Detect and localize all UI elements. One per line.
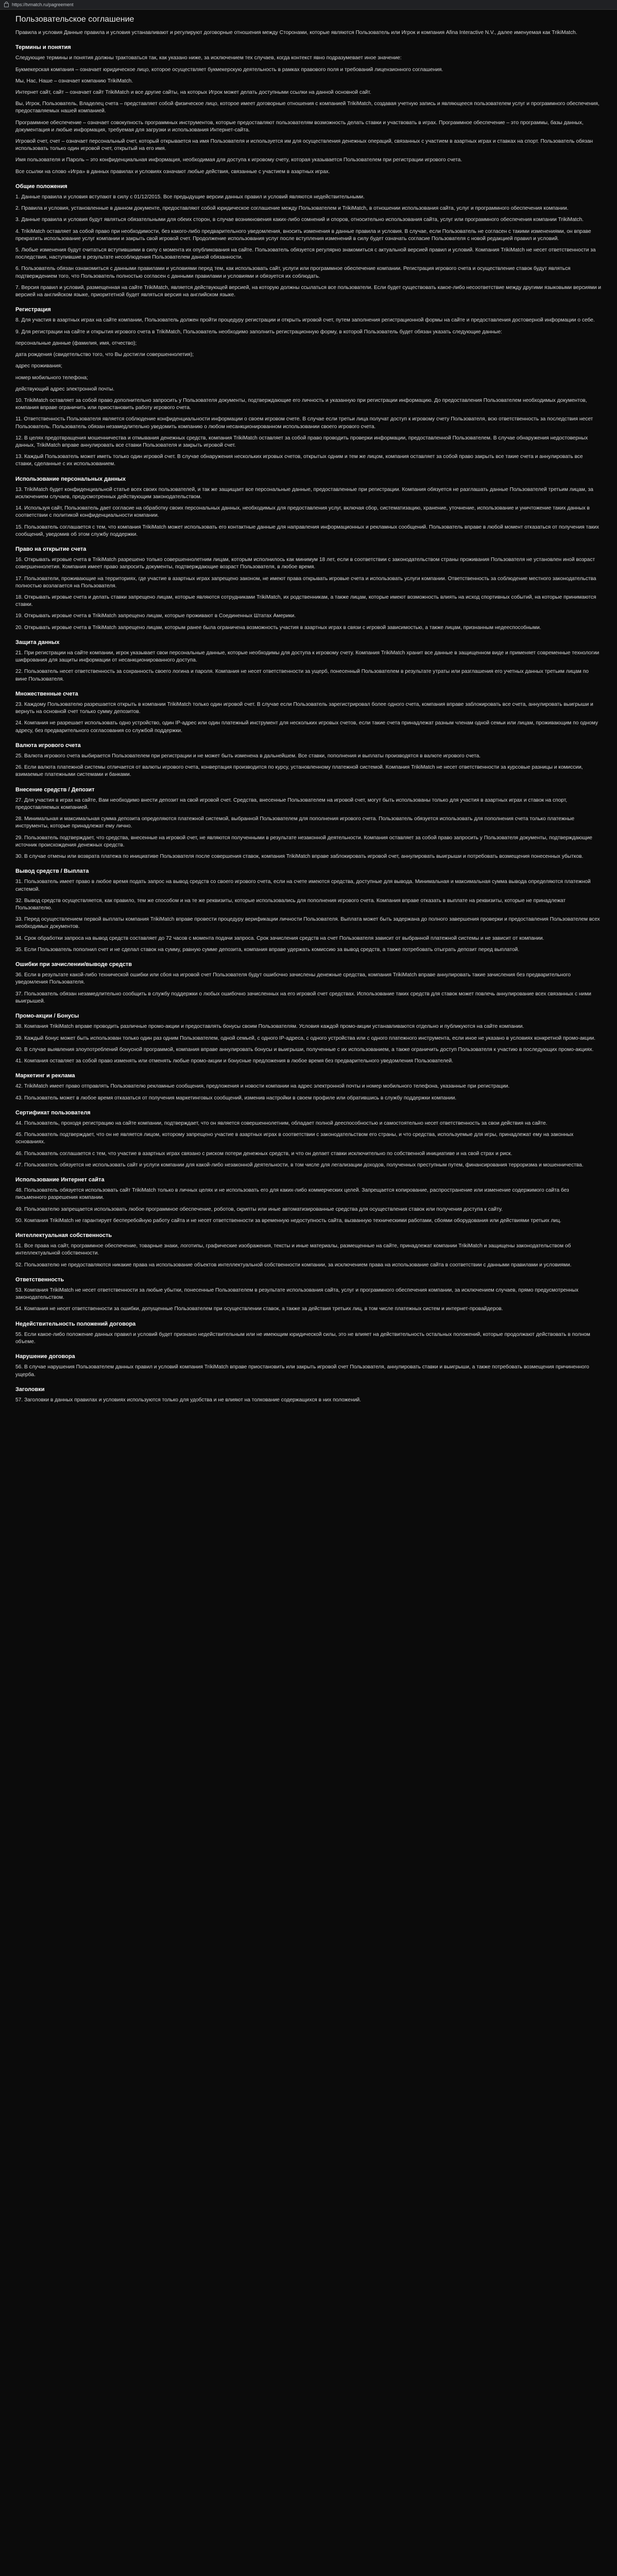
section-paragraph: Вы, Игрок, Пользователь, Владелец счета – представляет собой физическое лицо, которое имеет договорные отношения с компанией TrikiMatch, создавая учетную запись и являющееся пользователем услуг и программного обеспечения, предоставляемых нашей компанией. [15, 101, 599, 114]
section-paragraph: 31. Пользователь имеет право в любое время подать запрос на вывод средств со своего игрового счета, если на счете имеются средства, доступные для вывода. Минимальная и максимальная сумма вывода определяются платежной системой. [15, 879, 591, 892]
section-heading: Защита данных [15, 639, 60, 646]
section-paragraph: Программное обеспечение – означает совокупность программных инструментов, которые предоставляют пользователям возможность делать ставки и участвовать в играх. Программное обеспечение – это программы, базы данных, документация и любые информация, требуемая для загрузки и использования Интернет-сайта. [15, 120, 584, 133]
section-paragraph: персональные данные (фамилия, имя, отчество); [15, 340, 137, 346]
section-heading: Промо-акции / Бонусы [15, 1013, 79, 1020]
section-paragraph: 53. Компания TrikiMatch не несет ответственности за любые убытки, понесенные Пользователем в результате использования сайта, услуг и программного обеспечения компании, за исключением случаев, прямо предусмотренных законодательством. [15, 1287, 579, 1301]
section-paragraph: 51. Все права на сайт, программное обеспечение, товарные знаки, логотипы, графические изображения, тексты и иные материалы, размещенные на сайте, принадлежат компании TrikiMatch и защищены законодательством об интеллектуальной собственности. [15, 1243, 571, 1257]
section-paragraph: Имя пользователя и Пароль – это конфиденциальная информация, необходимая для доступа к игровому счету, которая указывается Пользователем при регистрации игрового счета. [15, 157, 462, 163]
section-paragraph: 17. Пользователи, проживающие на территориях, где участие в азартных играх запрещено законом, не имеют права открывать игровые счета и использовать услуги компании. Ответственность за соблюдение местного законодательства полностью возлагается на Пользователя. [15, 575, 596, 589]
section-paragraph: 45. Пользователь подтверждает, что он не является лицом, которому запрещено участие в азартных играх в соответствии с законодательством его страны, и что средства, используемые для игры, принадлежат ему на законных основаниях. [15, 1132, 574, 1145]
section-paragraph: 18. Открывать игровые счета и делать ставки запрещено лицам, которые являются сотрудниками TrikiMatch, их родственникам, а также лицам, которые имеют возможность влиять на исход спортивных событий, на которые принимаются ставки. [15, 594, 596, 608]
section-heading: Вывод средств / Выплата [15, 868, 89, 875]
section-paragraph: 43. Пользователь может в любое время отказаться от получения маркетинговых сообщений, изменив настройки в своем профиле или обратившись в службу поддержки компании. [15, 1095, 457, 1101]
section-heading: Право на открытие счета [15, 546, 87, 552]
section-paragraph: 22. Пользователь несет ответственность за сохранность своего логина и пароля. Компания не несет ответственности за ущерб, понесенный Пользователем в результате утраты или разглашения его учетных данных третьим лицам по вине Пользователя. [15, 669, 589, 682]
section-paragraph: 29. Пользователь подтверждает, что средства, внесенные на игровой счет, не являются полученными в результате незаконной деятельности. Компания оставляет за собой право запросить у Пользователя документы, подтверждающие источник происхождения денежных средств. [15, 835, 592, 848]
section-paragraph: 32. Вывод средств осуществляется, как правило, тем же способом и на те же реквизиты, которые использовались для пополнения игрового счета. Компания вправе отказать в выплате на реквизиты, которые не принадлежат Пользователю. [15, 897, 566, 911]
section-paragraph: 20. Открывать игровые счета в TrikiMatch запрещено лицам, которым ранее была ограничена возможность участия в азартных играх в связи с игровой зависимостью, а также лицам, признанным недееспособными. [15, 624, 541, 631]
section-paragraph: 56. В случае нарушения Пользователем данных правил и условий компания TrikiMatch вправе приостановить или закрыть игровой счет Пользователя, аннулировать ставки и выигрыши, а также потребовать возмещения причиненного ущерба. [15, 1364, 589, 1378]
section-paragraph: 25. Валюта игрового счета выбирается Пользователем при регистрации и не может быть изменена в дальнейшем. Все ставки, пополнения и выплаты производятся в валюте игрового счета. [15, 753, 481, 759]
section-paragraph: 4. TrikiMatch оставляет за собой право при необходимости, без какого-либо предварительного уведомления, вносить изменения в данные правила и условия. В случае, если Пользователь не согласен с такими изменениями, он вправе прекратить использование услуг компании и закрыть свой игровой счет. Продолжение использования услуг после вступления изменений в силу будет означать согласие Пользователя с новой редакцией правил и условий. [15, 228, 591, 242]
section-paragraph: 5. Любые изменения будут считаться вступившими в силу с момента их опубликования на сайте. Пользователь обязуется регулярно знакомиться с актуальной версией правил и условий. Компания TrikiMatch не несет ответственности за последствия, наступившие в результате несоблюдения Пользователем данной обязанности. [15, 247, 596, 261]
section-heading: Общие положения [15, 183, 67, 190]
section-paragraph: 40. В случае выявления злоупотреблений бонусной программой, компания вправе аннулировать бонусы и выигрыши, полученные с их использованием, а также ограничить доступ Пользователя к участию в последующих промо-акциях. [15, 1046, 594, 1053]
section-paragraph: 38. Компания TrikiMatch вправе проводить различные промо-акции и предоставлять бонусы своим Пользователям. Условия каждой промо-акции устанавливаются отдельно и публикуются на сайте компании. [15, 1024, 524, 1030]
section-paragraph: 28. Минимальная и максимальная сумма депозита определяются платежной системой, выбранной Пользователем для пополнения игрового счета. Пользователь обязуется использовать для пополнения счета только платежные инструменты, которые принадлежат ему лично. [15, 816, 575, 829]
section-heading: Использование персональных данных [15, 476, 126, 482]
section-paragraph: 11. Ответственность Пользователя является соблюдение конфиденциальности информации о своем игровом счете. В случае если третьи лица получат доступ к игровому счету Пользователя, всю ответственность за последствия несет Пользователь. Пользователь обязан незамедлительно уведомить компанию о любом несанкционированном использовании своего игрового счета. [15, 416, 593, 430]
section-heading: Регистрация [15, 307, 51, 313]
section-heading: Термины и понятия [15, 44, 71, 51]
section-heading: Недействительность положений договора [15, 1320, 136, 1327]
section-paragraph: адрес проживания; [15, 363, 62, 369]
section-heading: Маркетинг и реклама [15, 1073, 75, 1079]
browser-address-bar[interactable] [0, 0, 617, 10]
section-heading: Использование Интернет сайта [15, 1176, 105, 1183]
address-url[interactable]: https://tvmatch.ru/pagreement [12, 2, 74, 7]
agreement-content [15, 29, 602, 1404]
section-paragraph: номер мобильного телефона; [15, 375, 88, 381]
section-paragraph: действующий адрес электронной почты. [15, 386, 115, 392]
section-paragraph: 19. Открывать игровые счета в TrikiMatch запрещено лицам, которые проживают в Соединенных Штатах Америки. [15, 613, 296, 619]
section-paragraph: 33. Перед осуществлением первой выплаты компания TrikiMatch вправе провести процедуру верификации личности Пользователя. Выплата может быть задержана до полного завершения проверки и предоставления Пользователем всех необходимых документов. [15, 917, 600, 930]
section-heading: Интеллектуальная собственность [15, 1232, 112, 1239]
section-paragraph: Следующие термины и понятия должны трактоваться так, как указано ниже, за исключением тех случаев, когда контекст явно подразумевает иное значение: [15, 55, 402, 61]
section-paragraph: 21. При регистрации на сайте компании, игрок указывает свои персональные данные, которые необходимы для доступа к игровому счету. Компания TrikiMatch хранит все данные в защищенном виде и применяет современные технологии шифрования для защиты информации от несанкционированного доступа. [15, 650, 599, 664]
page [0, 10, 617, 2576]
section-paragraph: 7. Версия правил и условий, размещенная на сайте TrikiMatch, является действующей версией, на которую должны ссылаться все пользователи. Если будет существовать какое-либо несоответствие между другими языковыми версиями и версией на английском языке, приоритетной будет являться версия на английском языке. [15, 284, 602, 298]
section-heading: Заголовки [15, 1386, 45, 1393]
section-heading: Ответственность [15, 1276, 64, 1283]
section-heading: Множественные счета [15, 690, 78, 697]
section-paragraph: 39. Каждый бонус может быть использован только один раз одним Пользователем, одной семьей, с одного IP-адреса, с одного устройства или с одного платежного инструмента, если иное не указано в условиях конкретной промо-акции. [15, 1035, 596, 1041]
section-paragraph: дата рождения (свидетельство того, что Вы достигли совершеннолетия); [15, 352, 194, 358]
section-paragraph: 52. Пользователю не предоставляются никакие права на использование объектов интеллектуальной собственности компании, за исключением права на использование сайта в соответствии с данными правилами и условиями. [15, 1262, 572, 1268]
page-title: Пользовательское соглашение [15, 15, 134, 24]
section-paragraph: 10. TrikiMatch оставляет за собой право дополнительно запросить у Пользователя документы, подтверждающие его личность и указанную при регистрации информацию. До предоставления Пользователем необходимых документов, компания вправе ограничить или приостановить работу игрового счета. [15, 397, 587, 411]
section-heading: Внесение средств / Депозит [15, 786, 95, 793]
section-paragraph: 41. Компания оставляет за собой право изменять или отменять любые промо-акции и бонусные предложения в любое время без предварительного уведомления Пользователей. [15, 1058, 453, 1064]
section-heading: Нарушение договора [15, 1353, 75, 1360]
section-paragraph: 24. Компания не разрешает использовать одно устройство, один IP-адрес или один платежный инструмент для нескольких игровых счетов, если такие счета принадлежат разным членам одной семьи или лицам, проживающим по одному адресу, без предварительного согласования со службой поддержки. [15, 720, 598, 734]
section-paragraph: Букмекерская компания – означает юридическое лицо, которое осуществляет букмекерскую деятельность в рамках правового поля и требований лицензионного соглашения. [15, 66, 443, 73]
section-paragraph: Игровой счет, счет – означает персональный счет, который открывается на имя Пользователя и используется им для осуществления денежных операций, связанных с участием в азартных играх и ставках на спорт. Пользователь обязан использовать только один игровой счет, открытый на его имя. [15, 139, 593, 152]
section-paragraph: 16. Открывать игровые счета в TrikiMatch разрешено только совершеннолетним лицам, которым исполнилось как минимум 18 лет, если в соответствии с законодательством страны проживания Пользователя не установлен иной возраст совершеннолетия. Компания имеет право запросить документы, подтверждающие возраст Пользователя, в любое время. [15, 557, 595, 570]
section-paragraph: 23. Каждому Пользователю разрешается открыть в компании TrikiMatch только один игровой счет. В случае если Пользователь зарегистрировал более одного счета, компания вправе заблокировать все счета, аннулировать выигрыши и вернуть на основной счет только сумму депозитов. [15, 702, 593, 715]
section-paragraph: 26. Если валюта платежной системы отличается от валюты игрового счета, конвертация производится по курсу, установленному платежной системой. Компания TrikiMatch не несет ответственности за курсовые разницы и комиссии, взимаемые платежными системами и банками. [15, 765, 583, 778]
section-paragraph: 13. TrikiMatch будет конфиденциальной статье всех своих пользователей, и так же защищает все персональные данные, предоставленные при регистрации. Компания обязуется не разглашать данные Пользователей третьим лицам, за исключением случаев, предусмотренных действующим законодательством. [15, 486, 593, 500]
lock-icon [4, 3, 9, 7]
section-paragraph: 47. Пользователь обязуется не использовать сайт и услуги компании для какой-либо незаконной деятельности, в том числе для легализации доходов, полученных преступным путем, финансирования терроризма и мошенничества. [15, 1162, 584, 1168]
section-paragraph: 54. Компания не несет ответственности за ошибки, допущенные Пользователем при осуществлении ставок, а также за действия третьих лиц, в том числе платежных систем и интернет-провайдеров. [15, 1306, 503, 1312]
section-paragraph: 30. В случае отмены или возврата платежа по инициативе Пользователя после совершения ставок, компания TrikiMatch вправе заблокировать игровой счет, аннулировать выигрыши и потребовать возмещения понесенных убытков. [15, 854, 584, 860]
section-paragraph: 34. Срок обработки запроса на вывод средств составляет до 72 часов с момента подачи запроса. Срок зачисления средств на счет Пользователя зависит от выбранной платежной системы и не зависит от компании. [15, 935, 544, 941]
section-paragraph: 2. Правила и условия, установленные в данном документе, предоставляют собой юридическое соглашение между Пользователем и TrikiMatch, в отношении использования сайта, услуг и программного обеспечения компании. [15, 206, 569, 212]
section-paragraph: 6. Пользователь обязан ознакомиться с данными правилами и условиями перед тем, как использовать сайт, услуги или программное обеспечение компании. Регистрация игрового счета и осуществление ставок будут являться подтверждением того, что Пользователь полностью согласен с данными правилами и условиями и обязуется их соблюдать. [15, 266, 571, 279]
section-paragraph: 8. Для участия в азартных играх на сайте компании, Пользователь должен пройти процедуру регистрации и открыть игровой счет, путем заполнения регистрационной формы на сайте и предоставления достоверной информации о себе. [15, 317, 595, 324]
section-paragraph: Интернет сайт, сайт – означает сайт TrikiMatch и все другие сайты, на которых Игрок может делать доступными ссылки на данной основной сайт. [15, 90, 371, 96]
section-paragraph: 14. Используя сайт, Пользователь дает согласие на обработку своих персональных данных, необходимых для предоставления услуг, включая сбор, систематизацию, хранение, уточнение, использование и уничтожение таких данных в соответствии с политикой конфиденциальности компании. [15, 505, 590, 519]
section-paragraph: 50. Компания TrikiMatch не гарантирует бесперебойную работу сайта и не несет ответственности за временную недоступность сайта, вызванную техническими работами, сбоями оборудования или действиями третьих лиц. [15, 1217, 561, 1224]
section-paragraph: 37. Пользователь обязан незамедлительно сообщить в службу поддержки о любых ошибочно зачисленных на его игровой счет средствах. Использование таких средств для ставок может повлечь аннулирование всех связанных с ними выигрышей. [15, 991, 591, 1004]
section-paragraph: 3. Данные правила и условия будут являться обязательными для обеих сторон, в случае возникновения каких-либо сомнений и споров, относительно использования сайта, услуг или программного обеспечения компании TrikiMatch. [15, 217, 584, 223]
section-paragraph: Мы, Нас, Наше – означает компанию TrikiMatch. [15, 78, 133, 84]
section-paragraph: 1. Данные правила и условия вступают в силу с 01/12/2015. Все предыдущие версии данных правил и условий являются недействительными. [15, 194, 365, 200]
section-paragraph: 13. Каждый Пользователь может иметь только один игровой счет. В случае обнаружения нескольких игровых счетов, открытых одним и тем же лицом, компания оставляет за собой право закрыть все такие счета и аннулировать все ставки, сделанные с их использованием. [15, 454, 583, 467]
section-paragraph: 9. Для регистрации на сайте и открытия игрового счета в TrikiMatch, Пользователь необходимо заполнить регистрационную форму, в которой Пользователь будет обязан указать следующие данные: [15, 329, 502, 335]
section-paragraph: 46. Пользователь соглашается с тем, что участие в азартных играх связано с риском потери денежных средств, и что он делает ставки исключительно по собственной инициативе и на свой страх и риск. [15, 1150, 512, 1157]
section-paragraph: 15. Пользователь соглашается с тем, что компания TrikiMatch может использовать его контактные данные для направления информационных и рекламных сообщений. Пользователь вправе в любой момент отказаться от получения таких сообщений, уведомив об этом службу поддержки. [15, 524, 599, 537]
section-heading: Ошибки при зачислении/выводе средств [15, 961, 132, 968]
section-paragraph: 55. Если какое-либо положение данных правил и условий будет признано недействительным или не имеющим юридической силы, это не влияет на действительность остальных положений, которые продолжают действовать в полном объеме. [15, 1331, 590, 1345]
section-heading: Сертификат пользователя [15, 1109, 91, 1116]
section-paragraph: 12. В целях предотвращения мошенничества и отмывания денежных средств, компания TrikiMatch оставляет за собой право проводить проверки информации, предоставленной Пользователем. В случае обнаружения недостоверных данных, TrikiMatch вправе аннулировать все ставки Пользователя и закрыть игровой счет. [15, 435, 588, 448]
section-paragraph: 57. Заголовки в данных правилах и условиях используются только для удобства и не влияют на толкование содержащихся в них положений. [15, 1397, 362, 1403]
section-paragraph: Все ссылки на слово «Игра» в данных правилах и условиях означают любые действия, связанные с участием в азартных играх. [15, 168, 330, 175]
section-paragraph: 36. Если в результате какой-либо технической ошибки или сбоя на игровой счет Пользователя будут ошибочно зачислены денежные средства, компания TrikiMatch вправе аннулировать такие зачисления без предварительного уведомления Пользователя. [15, 972, 571, 986]
section-paragraph: 35. Если Пользователь пополнил счет и не сделал ставок на сумму, равную сумме депозита, компания вправе удержать комиссию за вывод средств, а также потребовать отыграть депозит перед выплатой. [15, 946, 520, 953]
section-paragraph: 42. TrikiMatch имеет право отправлять Пользователю рекламные сообщения, предложения и новости компании на адрес электронной почты и номер мобильного телефона, указанные при регистрации. [15, 1083, 510, 1090]
section-paragraph: 44. Пользователь, проходя регистрацию на сайте компании, подтверждает, что он является совершеннолетним, обладает полной дееспособностью и самостоятельно несет ответственность за свои действия на сайте. [15, 1120, 547, 1126]
section-paragraph: 48. Пользователь обязуется использовать сайт TrikiMatch только в личных целях и не использовать его для каких-либо коммерческих целей. Запрещается копирование, распространение или изменение содержимого сайта без письменного разрешения компании. [15, 1188, 569, 1201]
section-heading: Валюта игрового счета [15, 742, 81, 749]
section-paragraph: Правила и условия Данные правила и условия устанавливают и регулируют договорные отношения между Сторонами, которые являются Пользователь или Игрок и компания Afina Interactive N.V., далее именуемая как TrikiMatch. [15, 30, 577, 36]
section-paragraph: 27. Для участия в играх на сайте, Вам необходимо внести депозит на свой игровой счет. Средства, внесенные Пользователем на игровой счет, могут быть использованы только для участия в азартных играх и ставок на спорт, предоставляемых компанией. [15, 797, 568, 811]
section-paragraph: 49. Пользователю запрещается использовать любое программное обеспечение, роботов, скрипты или иные автоматизированные средства для осуществления ставок или получения доступа к сайту. [15, 1206, 503, 1212]
